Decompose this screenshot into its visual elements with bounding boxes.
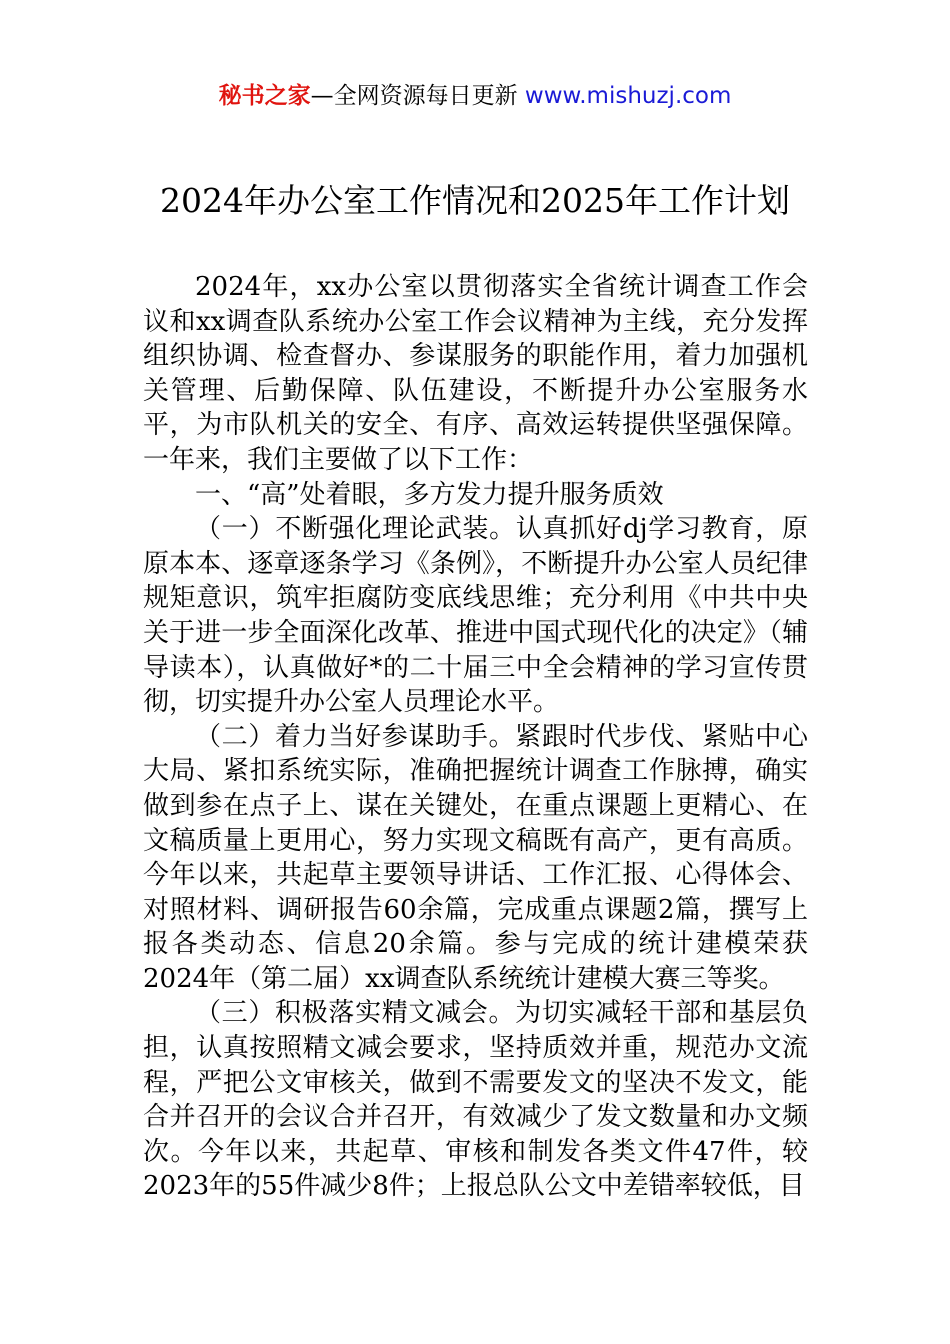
paragraph-item-1: （一）不断强化理论武装。认真抓好dj学习教育，原原本本、逐章逐条学习《条例》，不断提升办公室人员纪律规矩意识，筑牢拒腐防变底线思维；充分利用《中共中央关于进一步全面深化改革、推进中国式现代化的决定》（辅导读本），认真做好*的二十届三中全会精神的学习宣传贯彻，切实提升办公室人员理论水平。 (143, 514, 808, 718)
document-title: 2024年办公室工作情况和2025年工作计划 (160, 181, 790, 220)
paragraph-item-3: （三）积极落实精文减会。为切实减轻干部和基层负担，认真按照精文减会要求，坚持质效并重，规范办文流程，严把公文审核关，做到不需要发文的坚决不发文，能合并召开的会议合并召开，有效减少了发文数量和办文频次。今年以来，共起草、审核和制发各类文件47件，较2023年的55件减少8件；上报总队公文中差错率较低，目 (143, 998, 808, 1202)
section-heading-1: 一、“高”处着眼，多方发力提升服务质效 (195, 479, 664, 510)
paragraph-item-2: （二）着力当好参谋助手。紧跟时代步伐、紧贴中心大局、紧扣系统实际，准确把握统计调查工作脉搏，确实做到参在点子上、谋在关键处，在重点课题上更精心、在文稿质量上更用心，努力实现文稿既有高产，更有高质。今年以来，共起草主要领导讲话、工作汇报、心得体会、对照材料、调研报告60余篇，完成重点课题2篇，撰写上报各类动态、信息20余篇。参与完成的统计建模荣获2024年（第二届）xx调查队系统统计建模大赛三等奖。 (143, 721, 808, 994)
paragraph-intro: 2024年，xx办公室以贯彻落实全省统计调查工作会议和xx调查队系统办公室工作会议精神为主线，充分发挥组织协调、检查督办、参谋服务的职能作用，着力加强机关管理、后勤保障、队伍建设，不断提升办公室服务水平，为市队机关的安全、有序、高效运转提供坚强保障。一年来，我们主要做了以下工作： (143, 272, 808, 475)
site-tagline: —全网资源每日更新 (310, 83, 525, 109)
site-brand: 秘书之家 (218, 83, 311, 109)
document-body (143, 270, 808, 1204)
site-banner (0, 80, 950, 112)
site-url-link[interactable]: www.mishuzj.com (524, 83, 732, 109)
